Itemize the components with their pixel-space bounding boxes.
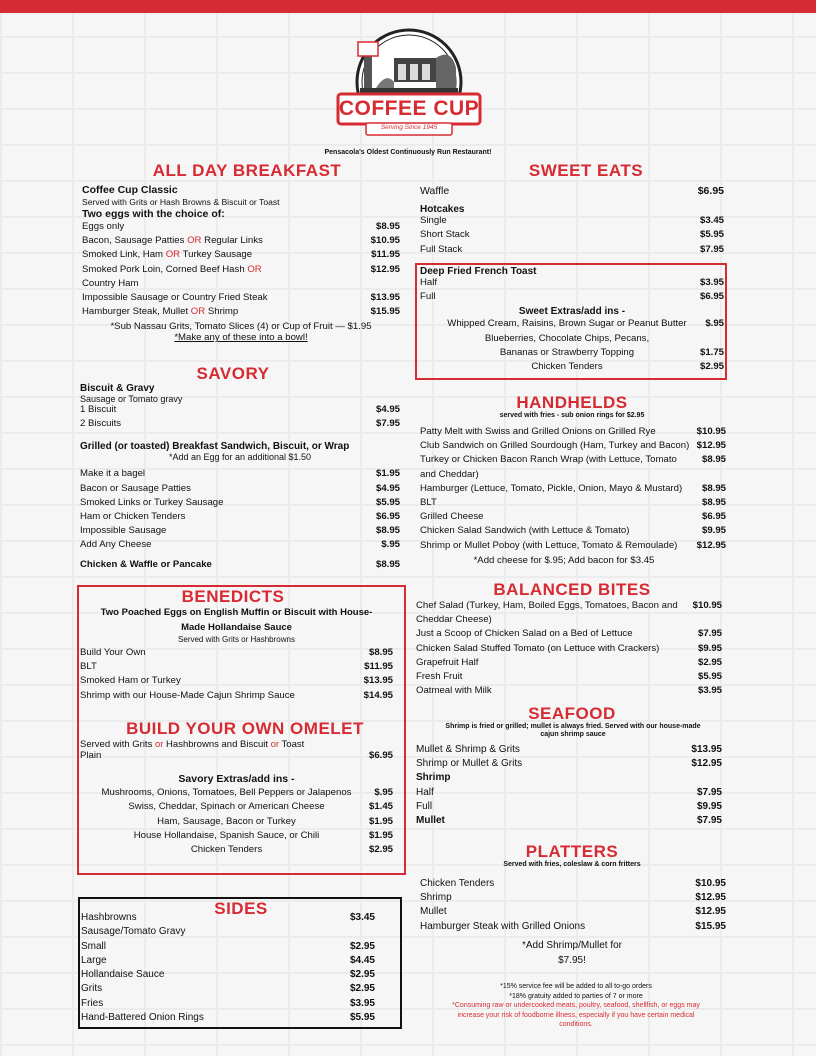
item-price: $4.45 bbox=[349, 954, 375, 966]
sides-items bbox=[81, 912, 375, 1026]
item-price: $6.95 bbox=[701, 511, 726, 523]
menu-item bbox=[420, 347, 724, 361]
item-name: House Hollandaise, Spanish Sauce, or Chili bbox=[133, 829, 320, 841]
item-price: $4.95 bbox=[375, 482, 400, 494]
item-price: $1.95 bbox=[368, 829, 393, 841]
item-price: $6.95 bbox=[699, 291, 724, 303]
item-name bbox=[82, 292, 268, 303]
omelet-section bbox=[80, 739, 393, 858]
item-price: $1.45 bbox=[368, 801, 393, 813]
item-text: Hamburger Steak, Mullet bbox=[82, 306, 191, 318]
sandwich-title: Grilled (or toasted) Breakfast Sandwich, Biscuit, or Wrap bbox=[80, 441, 350, 453]
item-name: Fresh Fruit bbox=[416, 670, 463, 682]
or-word: OR bbox=[165, 249, 181, 261]
hotcake-items bbox=[420, 215, 724, 258]
item-price: $13.95 bbox=[363, 675, 393, 687]
french-toast-title: Deep Fried French Toast bbox=[420, 266, 537, 277]
item-price: $9.95 bbox=[697, 642, 722, 654]
sweet-section bbox=[420, 185, 724, 258]
menu-item bbox=[81, 912, 375, 926]
item-name: Grits bbox=[81, 983, 103, 995]
menu-item bbox=[416, 600, 722, 614]
menu-item bbox=[80, 675, 393, 689]
omelet-plain-row bbox=[80, 750, 393, 764]
item-price: $3.95 bbox=[349, 997, 375, 1009]
item-name: Chicken Salad Sandwich (with Lettuce & Tomato) bbox=[420, 525, 630, 537]
footer-line1: *15% service fee will be added to all to-go orders bbox=[500, 983, 652, 990]
sweet-waffle-price: $6.95 bbox=[697, 185, 724, 197]
menu-item bbox=[81, 969, 375, 983]
menu-item bbox=[81, 955, 375, 969]
seafood-sub: Shrimp is fried or grilled; mullet is always fried. Served with our house-made cajun shrimp sauce bbox=[445, 723, 701, 738]
item-name: Hamburger (Lettuce, Tomato, Pickle, Onion, Mayo & Mustard) bbox=[420, 482, 683, 494]
savory-title: SAVORY bbox=[196, 364, 270, 383]
item-name: Hollandaise Sauce bbox=[81, 969, 165, 981]
item-price: $12.95 bbox=[691, 758, 722, 770]
item-name bbox=[82, 249, 252, 260]
hotcakes-title: Hotcakes bbox=[420, 204, 465, 216]
item-name: Full bbox=[420, 291, 436, 303]
omelet-plain-price: $6.95 bbox=[368, 750, 393, 761]
platters-sub: Served with fries, coleslaw & corn fritters bbox=[503, 861, 641, 868]
item-price: $8.95 bbox=[701, 454, 726, 466]
menu-item bbox=[420, 229, 724, 243]
menu-item bbox=[80, 801, 393, 815]
omelet-served bbox=[80, 739, 393, 750]
item-text: Turkey Sausage bbox=[180, 249, 253, 261]
breakfast-item bbox=[82, 221, 400, 235]
menu-item bbox=[420, 540, 726, 554]
item-name: Hand-Battered Onion Rings bbox=[81, 1012, 204, 1024]
item-name: Half bbox=[420, 277, 438, 288]
menu-item bbox=[416, 685, 722, 699]
breakfast-title: ALL DAY BREAKFAST bbox=[152, 161, 342, 180]
classic-title: Coffee Cup Classic bbox=[82, 184, 178, 196]
item-name: 1 Biscuit bbox=[80, 404, 117, 415]
bowl-note: *Make any of these into a bowl! bbox=[174, 332, 308, 344]
item-price: $10.95 bbox=[696, 426, 726, 437]
menu-item bbox=[416, 758, 722, 772]
or-word: OR bbox=[190, 306, 206, 318]
item-name: Bacon or Sausage Patties bbox=[80, 482, 191, 494]
item-name: Shrimp bbox=[416, 772, 451, 784]
item-price: $7.95 bbox=[699, 243, 724, 255]
item-price: $2.95 bbox=[349, 940, 375, 952]
menu-item bbox=[416, 815, 722, 829]
item-name: Patty Melt with Swiss and Grilled Onions on Grilled Rye bbox=[420, 426, 656, 437]
item-price: $3.95 bbox=[697, 685, 722, 697]
item-price: $2.95 bbox=[349, 969, 375, 981]
seafood-title: SEAFOOD bbox=[528, 704, 616, 723]
item-price: $7.95 bbox=[696, 814, 722, 826]
menu-item bbox=[80, 661, 393, 675]
menu-item bbox=[420, 426, 726, 440]
waffle-sweet-row bbox=[420, 185, 724, 199]
item-text: Shrimp bbox=[205, 306, 239, 318]
item-price: $14.95 bbox=[363, 689, 393, 701]
item-price: $11.95 bbox=[371, 249, 400, 261]
breakfast-note: *Sub Nassau Grits, Tomato Slices (4) or Cup of Fruit — $1.95 bbox=[110, 321, 372, 333]
footer bbox=[440, 982, 712, 1030]
menu-item bbox=[420, 497, 726, 511]
item-price: $8.95 bbox=[368, 647, 393, 658]
item-price: $5.95 bbox=[349, 1012, 375, 1024]
platters-note bbox=[420, 938, 724, 968]
benedicts-items bbox=[80, 647, 393, 704]
item-name: BLT bbox=[80, 661, 97, 673]
item-price: $7.95 bbox=[375, 418, 400, 430]
item-name: Grapefruit Half bbox=[416, 656, 479, 668]
breakfast-items bbox=[82, 221, 400, 320]
item-price: $9.95 bbox=[701, 525, 726, 537]
item-name: Chicken Salad Stuffed Tomato (on Lettuce with Crackers) bbox=[416, 642, 660, 654]
menu-item bbox=[420, 454, 726, 468]
item-name: Ham, Sausage, Bacon or Turkey bbox=[157, 815, 296, 827]
sandwich-note: *Add an Egg for an additional $1.50 bbox=[168, 452, 312, 463]
platters-items bbox=[420, 878, 726, 935]
item-price: $5.95 bbox=[375, 496, 400, 508]
item-name: Mushrooms, Onions, Tomatoes, Bell Peppers or Jalapenos bbox=[101, 787, 352, 799]
item-name bbox=[82, 306, 238, 317]
item-name: Impossible Sausage bbox=[80, 525, 167, 537]
handhelds-items bbox=[420, 426, 726, 554]
item-name bbox=[82, 278, 139, 289]
item-name: Ham or Chicken Tenders bbox=[80, 510, 186, 522]
menu-item bbox=[420, 361, 724, 375]
menu-item bbox=[80, 539, 400, 553]
item-name: Bananas or Strawberry Topping bbox=[499, 346, 635, 358]
item-price: $13.95 bbox=[370, 291, 400, 303]
menu-item bbox=[416, 744, 722, 758]
menu-item bbox=[420, 878, 726, 892]
gravy-items bbox=[80, 404, 400, 432]
item-name: Smoked Ham or Turkey bbox=[80, 675, 181, 687]
menu-item bbox=[420, 525, 726, 539]
menu-item bbox=[416, 772, 722, 786]
breakfast-item bbox=[82, 292, 400, 306]
menu-item bbox=[420, 511, 726, 525]
item-price: $.95 bbox=[705, 318, 724, 330]
menu-item bbox=[80, 690, 393, 704]
menu-item bbox=[80, 830, 393, 844]
sweet-waffle-name: Waffle bbox=[420, 185, 450, 197]
logo-subtitle: Serving Since 1945 bbox=[380, 124, 438, 131]
breakfast-section bbox=[82, 184, 400, 343]
menu-item bbox=[420, 483, 726, 497]
menu-item bbox=[420, 291, 724, 305]
menu-item bbox=[416, 643, 722, 657]
or-word: OR bbox=[247, 263, 262, 275]
item-name: BLT bbox=[420, 496, 437, 508]
menu-item bbox=[80, 497, 400, 511]
menu-item bbox=[420, 440, 726, 454]
omelet-plain-name: Plain bbox=[80, 750, 102, 761]
omelet-served-a: Served with Grits bbox=[80, 739, 155, 750]
french-toast-items bbox=[420, 277, 724, 305]
item-name: Full Stack bbox=[420, 243, 463, 255]
or-word: OR bbox=[187, 235, 202, 247]
item-price: $15.95 bbox=[695, 920, 726, 932]
item-price: $1.75 bbox=[699, 346, 724, 358]
menu-item bbox=[416, 657, 722, 671]
item-name: Grilled Cheese bbox=[420, 511, 484, 523]
item-price: $8.95 bbox=[701, 482, 726, 494]
platters-title: PLATTERS bbox=[525, 842, 619, 861]
item-name: Hashbrowns bbox=[81, 912, 137, 923]
breakfast-item bbox=[82, 249, 400, 263]
menu-item bbox=[416, 787, 722, 801]
breakfast-item bbox=[82, 306, 400, 320]
item-name: Oatmeal with Milk bbox=[416, 685, 492, 697]
breakfast-item bbox=[82, 264, 400, 278]
item-name: Sausage/Tomato Gravy bbox=[81, 926, 186, 938]
item-price: $5.95 bbox=[697, 670, 722, 682]
handhelds-note: *Add cheese for $.95; Add bacon for $3.45 bbox=[473, 555, 655, 566]
menu-item bbox=[416, 614, 722, 628]
menu-item bbox=[80, 418, 400, 432]
waffle-row bbox=[80, 559, 400, 573]
menu-item bbox=[81, 941, 375, 955]
omelet-or-1: or bbox=[154, 739, 164, 750]
menu-item bbox=[80, 511, 400, 525]
menu-item bbox=[80, 647, 393, 661]
benedicts-section bbox=[80, 605, 393, 704]
item-name: Mullet bbox=[416, 814, 445, 826]
menu-item bbox=[416, 671, 722, 685]
item-price: $3.45 bbox=[699, 215, 724, 227]
item-name: Half bbox=[416, 786, 434, 798]
balanced-title: BALANCED BITES bbox=[493, 580, 651, 599]
item-price: $5.95 bbox=[699, 229, 724, 241]
item-price: $7.95 bbox=[696, 786, 722, 798]
item-price: $3.95 bbox=[699, 277, 724, 288]
item-text: Eggs only bbox=[82, 221, 125, 232]
item-price: $9.95 bbox=[696, 800, 722, 812]
item-price: $12.95 bbox=[695, 892, 726, 904]
item-name: Full bbox=[416, 800, 433, 812]
item-name: Short Stack bbox=[420, 229, 470, 241]
item-name: Make it a bagel bbox=[80, 468, 146, 480]
item-price: $.95 bbox=[381, 539, 400, 551]
item-name: Chicken Tenders bbox=[531, 360, 603, 372]
sweet-title: SWEET EATS bbox=[528, 161, 644, 180]
item-text: Impossible Sausage or Country Fried Steak bbox=[82, 291, 268, 303]
benedicts-desc: Two Poached Eggs on English Muffin or Biscuit with House-Made Hollandaise Sauce bbox=[100, 607, 373, 633]
sweet-extras-title: Sweet Extras/add ins - bbox=[518, 306, 626, 318]
item-name: Chef Salad (Turkey, Ham, Boiled Eggs, Tomatoes, Bacon and bbox=[416, 600, 678, 611]
item-name: Shrimp or Mullet Poboy (with Lettuce, Tomato & Remoulade) bbox=[420, 539, 678, 551]
logo bbox=[336, 28, 482, 146]
item-name: and Cheddar) bbox=[420, 468, 479, 480]
breakfast-item bbox=[82, 278, 400, 292]
item-price: $13.95 bbox=[691, 744, 722, 755]
omelet-title: BUILD YOUR OWN OMELET bbox=[126, 719, 364, 738]
classic-desc: Served with Grits or Hash Browns & Biscuit or Toast bbox=[82, 197, 280, 207]
menu-item bbox=[80, 787, 393, 801]
item-price: $10.95 bbox=[695, 878, 726, 889]
item-name bbox=[82, 264, 262, 275]
item-price: $3.45 bbox=[349, 912, 375, 923]
item-text: Bacon, Sausage Patties bbox=[82, 235, 188, 247]
item-price: $4.95 bbox=[375, 404, 400, 415]
item-price: $12.95 bbox=[695, 906, 726, 918]
item-name: Chicken Tenders bbox=[190, 843, 263, 855]
platters-note-text: *Add Shrimp/Mullet for bbox=[521, 940, 623, 951]
gravy-title: Biscuit & Gravy bbox=[80, 383, 155, 394]
benedicts-served: Served with Grits or Hashbrowns bbox=[178, 635, 295, 644]
menu-item bbox=[80, 483, 400, 497]
item-price: $6.95 bbox=[375, 510, 400, 522]
menu-item bbox=[420, 277, 724, 291]
item-name: Mullet bbox=[420, 906, 447, 918]
item-price: $12.95 bbox=[370, 263, 400, 275]
menu-item bbox=[80, 468, 400, 482]
french-toast-section bbox=[420, 266, 724, 375]
waffle-price: $8.95 bbox=[375, 558, 400, 570]
item-text: Country Ham bbox=[82, 277, 139, 289]
item-name: Small bbox=[81, 940, 107, 952]
seafood-items bbox=[416, 744, 722, 829]
menu-item bbox=[80, 844, 393, 858]
item-name: Single bbox=[420, 215, 447, 227]
gravy-desc: Sausage or Tomato gravy bbox=[80, 394, 183, 404]
menu-item bbox=[81, 926, 375, 940]
item-name: Swiss, Cheddar, Spinach or American Cheese bbox=[128, 801, 325, 813]
item-name: Fries bbox=[81, 997, 104, 1009]
menu-item bbox=[420, 906, 726, 920]
platters-note-price: $7.95! bbox=[558, 955, 586, 966]
choice-label: Two eggs with the choice of: bbox=[82, 208, 225, 220]
item-name: Hamburger Steak with Grilled Onions bbox=[420, 920, 586, 932]
item-name: Just a Scoop of Chicken Salad on a Bed of Lettuce bbox=[416, 628, 633, 640]
item-price: $.95 bbox=[374, 787, 393, 799]
tagline: Pensacola's Oldest Continuously Run Restaurant! bbox=[324, 149, 492, 156]
sweet-extras bbox=[420, 318, 724, 375]
item-price: $8.95 bbox=[701, 496, 726, 508]
omelet-extras bbox=[80, 787, 393, 858]
menu-item bbox=[420, 921, 726, 935]
item-name bbox=[82, 221, 124, 232]
item-price: $2.95 bbox=[368, 843, 393, 855]
item-name: Cheddar Cheese) bbox=[416, 614, 492, 626]
item-name: Shrimp bbox=[420, 892, 452, 904]
item-price: $2.95 bbox=[349, 983, 375, 995]
item-text: Regular Links bbox=[201, 235, 263, 247]
menu-item bbox=[420, 469, 726, 483]
menu-item bbox=[420, 318, 724, 332]
logo-name: COFFEE CUP bbox=[338, 97, 480, 120]
breakfast-item bbox=[82, 235, 400, 249]
top-red-bar bbox=[0, 0, 816, 13]
item-name: Shrimp with our House-Made Cajun Shrimp Sauce bbox=[80, 689, 295, 701]
footer-line2: *18% gratuity added to parties of 7 or more bbox=[509, 992, 643, 1000]
omelet-served-b: Hashbrowns and Biscuit bbox=[163, 739, 271, 750]
menu-item bbox=[80, 404, 400, 418]
item-name bbox=[82, 235, 263, 246]
menu-item bbox=[420, 892, 726, 906]
menu-item bbox=[80, 816, 393, 830]
menu-item bbox=[420, 333, 724, 347]
handhelds-title: HANDHELDS bbox=[516, 393, 628, 412]
balanced-items bbox=[416, 600, 722, 699]
item-name: Whipped Cream, Raisins, Brown Sugar or Peanut Butter bbox=[447, 318, 687, 330]
item-name: Build Your Own bbox=[80, 647, 146, 658]
menu-item bbox=[81, 983, 375, 997]
item-price: $10.95 bbox=[692, 600, 722, 611]
item-price: $1.95 bbox=[375, 468, 400, 480]
item-name: Blueberries, Chocolate Chips, Pecans, bbox=[484, 332, 650, 344]
menu-item bbox=[81, 998, 375, 1012]
item-text: Smoked Pork Loin, Corned Beef Hash bbox=[82, 263, 248, 275]
item-price: $1.95 bbox=[368, 815, 393, 827]
item-price: $15.95 bbox=[370, 306, 400, 318]
handhelds-sub: served with fries - sub onion rings for $2.95 bbox=[499, 412, 645, 419]
benedicts-title: BENEDICTS bbox=[181, 587, 285, 606]
item-price: $10.95 bbox=[370, 235, 400, 247]
item-price: $12.95 bbox=[696, 539, 726, 551]
item-price: $12.95 bbox=[696, 440, 726, 452]
omelet-extras-title: Savory Extras/add ins - bbox=[178, 773, 295, 786]
omelet-or-2: or bbox=[270, 739, 280, 750]
item-price: $8.95 bbox=[375, 221, 400, 232]
menu-item bbox=[420, 215, 724, 229]
menu-item bbox=[420, 244, 724, 258]
menu-item bbox=[416, 628, 722, 642]
item-name: Large bbox=[81, 954, 107, 966]
item-name: Smoked Links or Turkey Sausage bbox=[80, 496, 224, 508]
item-price: $2.95 bbox=[699, 360, 724, 372]
item-text: Smoked Link, Ham bbox=[82, 249, 166, 261]
sides-title: SIDES bbox=[214, 899, 268, 918]
item-name: Club Sandwich on Grilled Sourdough (Ham, Turkey and Bacon) bbox=[420, 440, 690, 452]
item-price: $7.95 bbox=[697, 628, 722, 640]
item-name: Add Any Cheese bbox=[80, 539, 152, 551]
menu-item bbox=[416, 801, 722, 815]
item-name: Mullet & Shrimp & Grits bbox=[416, 744, 520, 755]
omelet-served-c: Toast bbox=[279, 739, 305, 750]
waffle-name: Chicken & Waffle or Pancake bbox=[80, 558, 212, 570]
item-name: Chicken Tenders bbox=[420, 878, 495, 889]
savory-section bbox=[80, 383, 400, 573]
menu-item bbox=[80, 525, 400, 539]
menu-item bbox=[81, 1012, 375, 1026]
savory-items bbox=[80, 468, 400, 553]
item-name: Shrimp or Mullet & Grits bbox=[416, 758, 523, 770]
item-price: $11.95 bbox=[364, 661, 393, 673]
footer-warning: *Consuming raw or undercooked meats, poultry, seafood, shellfish, or eggs may increase your risk of foodborne illness, especially if you have certain medical conditions. bbox=[452, 1002, 700, 1028]
item-price: $8.95 bbox=[375, 525, 400, 537]
item-name: Turkey or Chicken Bacon Ranch Wrap (with Lettuce, Tomato bbox=[420, 454, 677, 466]
item-name: 2 Biscuits bbox=[80, 418, 122, 430]
item-price: $2.95 bbox=[697, 656, 722, 668]
